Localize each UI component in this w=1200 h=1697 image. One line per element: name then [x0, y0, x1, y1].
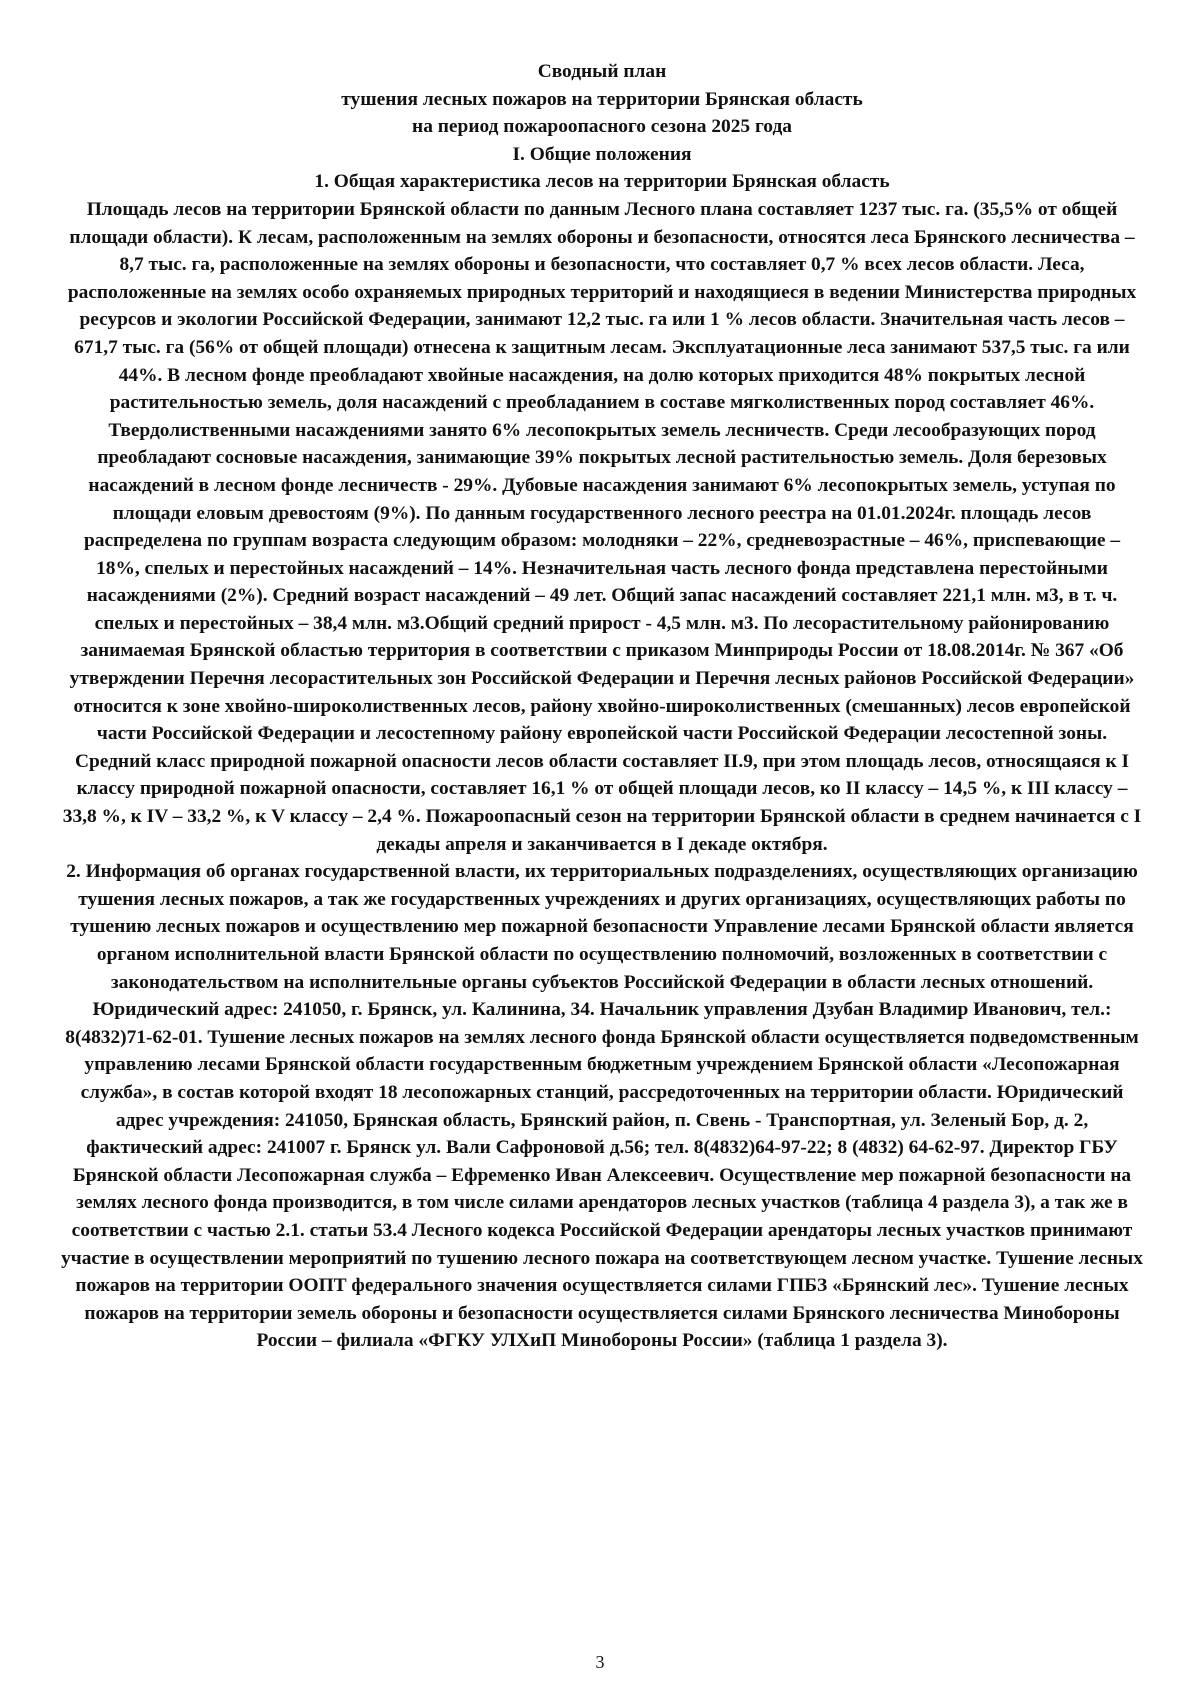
section-2-paragraph: 2. Информация об органах государственной власти, их территориальных подразделениях, осуществляющих организацию тушения лесных пожаров, а так же государственных учреждениях и других организациях, осуществляющих работы по тушению лесных пожаров и осуществлению мер пожарной безопасности Управление лесами Брянской области является органом исполнительной власти Брянской области по осуществлению полномочий, возложенных в соответствии с законодательством на исполнительные органы субъектов Российской Федерации в области лесных отношений. Юридический адрес: 241050, г. Брянск, ул. Калинина, 34. Начальник управления Дзубан Владимир Иванович, тел.: 8(4832)71-62-01. Тушение лесных пожаров на землях лесного фонда Брянской области осуществляется подведомственным управлению лесами Брянской области государственным бюджетным учреждением Брянской области «Лесопожарная служба», в состав которой входят 18 лесопожарных станций, рассредоточенных на территории области. Юридический адрес учреждения: 241050, Брянская область, Брянский район, п. Свень - Транспортная, ул. Зеленый Бор, д. 2, фактический адрес: 241007 г. Брянск ул. Вали Сафроновой д.56; тел. 8(4832)64-97-22; 8 (4832) 64-62-97. Директор ГБУ Брянской области Лесопожарная служба – Ефременко Иван Алексеевич. Осуществление мер пожарной безопасности на землях лесного фонда производится, в том числе силами арендаторов лесных участков (таблица 4 раздела 3), а так же в соответствии с частью 2.1. статьи 53.4 Лесного кодекса Российской Федерации арендаторы лесных участков принимают участие в осуществлении мероприятий по тушению лесного пожара на соответствующем лесном участке. Тушение лесных пожаров на территории ООПТ федерального значения осуществляется силами ГПБЗ «Брянский лес». Тушение лесных пожаров на территории земель обороны и безопасности осуществляется силами Брянского лесничества Минобороны России – филиала «ФГКУ УЛХиП Минобороны России» (таблица 1 раздела 3).	[61, 861, 1143, 1352]
title-line: на период пожароопасного сезона 2025 года	[412, 116, 792, 138]
section-1-paragraph: Площадь лесов на территории Брянской области по данным Лесного плана составляет 1237 тыс. га. (35,5% от общей площади области). К лесам, расположенным на землях обороны и безопасности, относятся леса Брянского лесничества – 8,7 тыс. га, расположенные на землях обороны и безопасности, что составляет 0,7 % всех лесов области. Леса, расположенные на землях особо охраняемых природных территорий и находящиеся в ведении Министерства природных ресурсов и экологии Российской Федерации, занимают 12,2 тыс. га или 1 % лесов области. Значительная часть лесов – 671,7 тыс. га (56% от общей площади) отнесена к защитным лесам. Эксплуатационные леса занимают 537,5 тыс. га или 44%. В лесном фонде преобладают хвойные насаждения, на долю которых приходится 48% покрытых лесной растительностью земель, доля насаждений с преобладанием в составе мягколиственных пород составляет 46%. Твердолиственными насаждениями занято 6% лесопокрытых земель лесничеств. Среди лесообразующих пород преобладают сосновые насаждения, занимающие 39% покрытых лесной растительностью земель. Доля березовых насаждений в лесном фонде лесничеств - 29%. Дубовые насаждения занимают 6% лесопокрытых земель, уступая по площади еловым древостоям (9%). По данным государственного лесного реестра на 01.01.2024г. площадь лесов распределена по группам возраста следующим образом: молодняки – 22%, средневозрастные – 46%, приспевающие – 18%, спелых и перестойных насаждений – 14%. Незначительная часть лесного фонда представлена перестойными насаждениями (2%). Средний возраст насаждений – 49 лет. Общий запас насаждений составляет 221,1 млн. м3, в т. ч. спелых и перестойных – 38,4 млн. м3.Общий средний прирост - 4,5 млн. м3. По лесорастительному районированию занимаемая Брянской областью территория в соответствии с приказом Минприроды России от 18.08.2014г. № 367 «Об утверждении Перечня лесорастительных зон Российской Федерации и Перечня лесных районов Российской Федерации» относится к зоне хвойно-широколиственных лесов, району хвойно-широколиственных (смешанных) лесов европейской части Российской Федерации и лесостепному району европейской части Российской Федерации лесостепной зоны. Средний класс природной пожарной опасности лесов области составляет II.9, при этом площадь лесов, относящаяся к I классу природной пожарной опасности, составляет 16,1 % от общей площади лесов, ко II классу – 14,5 %, к III классу – 33,8 %, к IV – 33,2 %, к V классу – 2,4 %. Пожароопасный сезон на территории Брянской области в среднем начинается с I декады апреля и заканчивается в I декаде октября.	[62, 198, 1142, 855]
title-line: тушения лесных пожаров на территории Брянская область	[341, 88, 863, 110]
title-line: Сводный план	[537, 61, 667, 82]
document-body	[60, 58, 1144, 1355]
page-number: 3	[595, 1652, 605, 1672]
section-title: I. Общие положения	[512, 143, 692, 165]
document-title	[60, 58, 1144, 168]
section-1-heading: 1. Общая характеристика лесов на территории Брянская область	[314, 171, 890, 193]
